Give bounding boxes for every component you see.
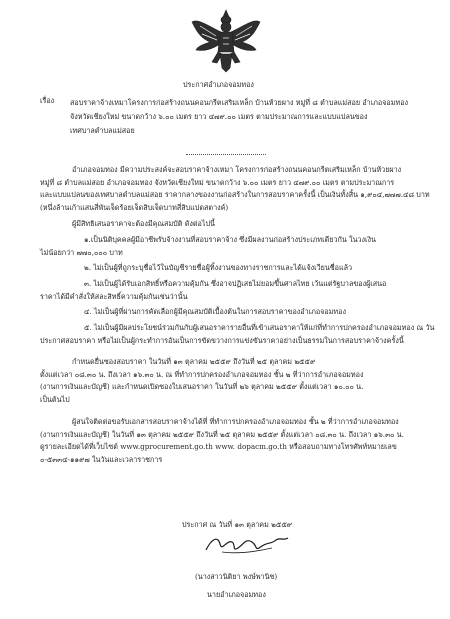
paragraph-line: เป็นต้นไป <box>40 394 70 404</box>
qualification-item-4 <box>40 306 420 319</box>
paragraph-line: (หนึ่งล้านเก้าแสนสี่พันเจ็ดร้อยเจ็ดสิบเจ็ดบาทสี่สิบแปดสตางค์) <box>40 202 229 212</box>
qualification-item-5 <box>40 322 435 347</box>
paragraph-line: (งานการเงินและบัญชี) และกำหนดเปิดซองใบเสนอราคา ในวันที่ ๒๖ ตุลาคม ๒๕๕๙ ตั้งแต่เวลา ๑๐.๐๐ น. <box>40 382 364 391</box>
website-line[interactable]: ดูรายละเอียดได้ที่เว็บไซต์ www.gprocurement.go.th www. dopacm.go.th หรือสอบถามทางโทรศัพท์หมายเลข <box>40 442 397 451</box>
paragraph-line: ประกาศสอบราคา หรือไม่เป็นผู้กระทำการอันเป็นการขัดขวางการแข่งขันราคาอย่างเป็นธรรมในการสอบราคาจ้างครั้งนี้ <box>40 335 404 345</box>
paragraph-line: หมู่ที่ ๘ ตำบลแม่สอย อำเภอจอมทอง จังหวัดเชียงใหม่ ขนาดกว้าง ๖.๐๐ เมตร ยาว ๔๗๙.๐๐ เมตร ตามประมาณการ <box>40 177 395 187</box>
subject-label: เรื่อง <box>40 96 55 105</box>
qualification-item-3 <box>40 278 420 303</box>
section-divider <box>186 154 266 155</box>
paragraph-line: ผู้มีสิทธิเสนอราคาจะต้องมีคุณสมบัติ ดังต่อไปนี้ <box>72 219 215 228</box>
paragraph-line: ราคาได้มีคำสั่งให้สละสิทธิ์ความคุ้มกันเช่นว่านั้น <box>40 291 188 301</box>
paragraph-line: ๒. ไม่เป็นผู้ที่ถูกระบุชื่อไว้ในบัญชีรายชื่อผู้ทิ้งงานของทางราชการและได้แจ้งเวียนชื่อแล้ว <box>84 263 353 272</box>
schedule-paragraph <box>40 356 420 406</box>
paragraph-line: และแบบแปลนของเทศบาลตำบลแม่สอย ราคากลางของงานก่อสร้างในการสอบราคาครั้งนี้ เป็นเงินทั้งสิ้น ๑,๙๐๔,๗๗๗.๔๘ บาท <box>40 190 430 199</box>
signer-position: นายอำเภอจอมทอง <box>207 590 266 599</box>
document-title: ประกาศอำเภอจอมทอง <box>183 80 254 89</box>
paragraph-line: ๕. ไม่เป็นผู้มีผลประโยชน์ร่วมกันกับผู้เสนอราคารายอื่นที่เข้าเสนอราคาให้แก่ที่ทำการปกครองอำเภอจอมทอง ณ วัน <box>84 323 435 332</box>
paragraph-line: ไม่น้อยกว่า ๗๗๐,๐๐๐ บาท <box>40 247 123 257</box>
subject-line: เทศบาลตำบลแม่สอย <box>70 126 135 135</box>
paragraph-line: (งานการเงินและบัญชี) ในวันที่ ๑๓ ตุลาคม ๒๕๕๙ ถึงวันที่ ๒๕ ตุลาคม ๒๕๕๙ ตั้งแต่เวลา ๐๘.๓๐ น. ถึงเวลา ๑๖.๓๐ น. <box>40 429 404 439</box>
paragraph-line: ๐-๕๓๓๔-๑๑๙๗ ในวันและเวลาราชการ <box>40 454 163 464</box>
subject-text <box>70 96 408 138</box>
paragraph-line: อำเภอจอมทอง มีความประสงค์จะสอบราคาจ้างเหมา โครงการก่อสร้างถนนคอนกรีตเสริมเหล็ก บ้านห้วยผาง <box>72 165 402 174</box>
subject-line: จังหวัดเชียงใหม่ ขนาดกว้าง ๖.๐๐ เมตร ยาว ๔๗๙.๐๐ เมตร ตามประมาณการและแบบแปลนของ <box>70 112 368 121</box>
contact-paragraph <box>40 416 420 466</box>
signer-name: (นางสาวนิติยา พงษ์พานิช) <box>195 572 278 581</box>
announce-date: ประกาศ ณ วันที่ ๑๓ ตุลาคม ๒๕๕๙ <box>182 520 293 529</box>
paragraph-line: กำหนดยื่นซองสอบราคา ในวันที่ ๑๓ ตุลาคม ๒๕๕๙ ถึงวันที่ ๒๕ ตุลาคม ๒๕๕๙ <box>72 357 316 366</box>
qualifications-heading <box>40 218 420 231</box>
paragraph-line: ตั้งแต่เวลา ๐๘.๓๐ น. ถึงเวลา ๑๖.๓๐ น. ณ ที่ทำการปกครองอำเภอจอมทอง ชั้น ๒ ที่ว่าการอำเภอจอมทอง <box>40 369 364 379</box>
paragraph-line: ๓. ไม่เป็นผู้ได้รับเอกสิทธิ์หรือความคุ้มกัน ซึ่งอาจปฏิเสธไม่ยอมขึ้นศาลไทย เว้นแต่รัฐบาลของผู้เสนอ <box>84 279 387 288</box>
paragraph-line: ๑.เป็นนิติบุคคลผู้มีอาชีพรับจ้างงานที่สอบราคาจ้าง ซึ่งมีผลงานก่อสร้างประเภทเดียวกัน ในวงเงิน <box>84 235 376 244</box>
intro-paragraph <box>40 164 430 214</box>
qualification-item-1 <box>40 234 420 259</box>
paragraph-line: ผู้สนใจติดต่อขอรับเอกสารสอบราคาจ้างได้ที่ ที่ทำการปกครองอำเภอจอมทอง ชั้น ๒ ที่ว่าการอำเภอจอมทอง <box>72 417 399 426</box>
subject-line: สอบราคาจ้างเหมาโครงการก่อสร้างถนนคอนกรีตเสริมเหล็ก บ้านห้วยผาง หมู่ที่ ๘ ตำบลแม่สอย อำเภอจอมทอง <box>70 98 409 107</box>
paragraph-line: ๔. ไม่เป็นผู้ที่ผ่านการคัดเลือกผู้มีคุณสมบัติเบื้องต้นในการสอบราคาของอำเภอจอมทอง <box>84 307 346 316</box>
handwritten-signature <box>202 532 292 558</box>
qualification-item-2 <box>40 262 420 275</box>
garuda-emblem <box>190 8 262 74</box>
